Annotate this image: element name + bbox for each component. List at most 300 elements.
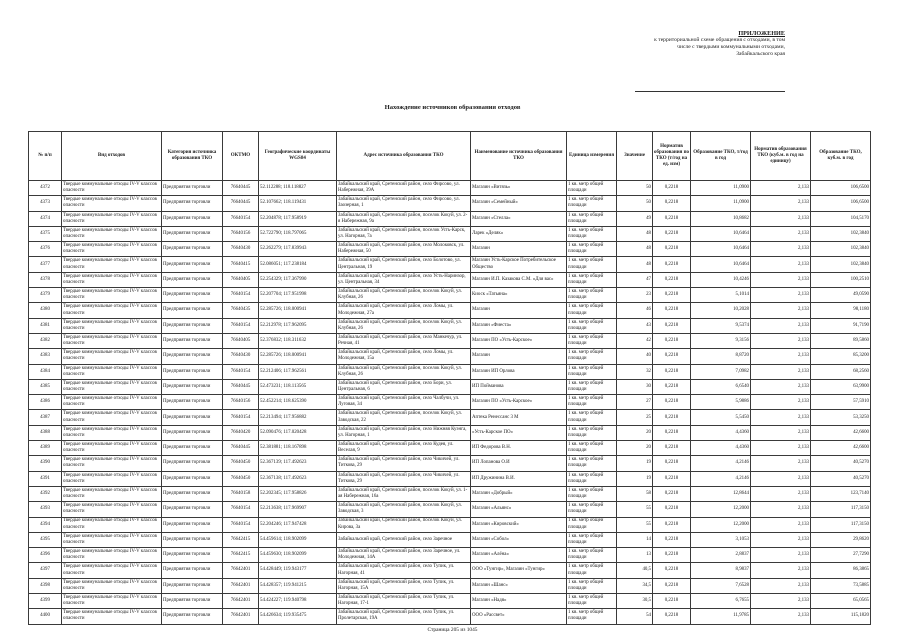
- table-cell: 91,7190: [811, 318, 871, 333]
- table-cell: 10,8682: [691, 211, 751, 226]
- table-cell: Твердые коммунальные отходы IV-V классов опасности: [62, 563, 162, 578]
- table-cell: Магазин: [471, 242, 567, 257]
- table-cell: 54.426634; 119.935475: [259, 609, 337, 624]
- table-cell: 4374: [29, 211, 62, 226]
- table-cell: Забайкальский край, Сретенский район, село Ломы, ул. Молодежная, 27а: [337, 303, 471, 318]
- table-row: [29, 517, 871, 532]
- table-cell: 12,8644: [691, 486, 751, 501]
- table-cell: 4,4360: [691, 441, 751, 456]
- table-cell: 0,2218: [653, 379, 691, 394]
- table-cell: 52.204878; 117.958919: [259, 211, 337, 226]
- table-cell: 4388: [29, 425, 62, 440]
- table-cell: 4379: [29, 288, 62, 303]
- table-cell: 14: [617, 532, 653, 547]
- table-cell: Предприятия торговли: [162, 379, 223, 394]
- table-cell: Забайкальский край, Сретенский район, село Заречное: [337, 532, 471, 547]
- table-cell: 0,2218: [653, 441, 691, 456]
- table-cell: 1 кв. метр общей площади: [567, 364, 617, 379]
- table-cell: 54: [617, 609, 653, 624]
- table-cell: 0,2218: [653, 410, 691, 425]
- table-cell: 117,3150: [811, 517, 871, 532]
- table-cell: 85,3200: [811, 349, 871, 364]
- table-cell: 5,5450: [691, 410, 751, 425]
- table-cell: 2,133: [751, 441, 811, 456]
- table-cell: 0,2218: [653, 563, 691, 578]
- table-cell: 63,9900: [811, 379, 871, 394]
- table-cell: Забайкальский край, Сретенский район, поселок Кокуй, ул. Клубная, 26: [337, 318, 471, 333]
- table-cell: 76640158: [223, 486, 259, 501]
- table-cell: 52.112288; 118.118827: [259, 181, 337, 196]
- table-cell: 76640430: [223, 349, 259, 364]
- table-cell: 50: [617, 181, 653, 196]
- table-cell: Забайкальский край, Сретенский район, село Тупик, ул. Пролетарская, 19А: [337, 609, 471, 624]
- table-cell: 1 кв. метр общей площади: [567, 502, 617, 517]
- table-row: [29, 226, 871, 241]
- table-cell: 76640154: [223, 517, 259, 532]
- table-cell: Твердые коммунальные отходы IV-V классов опасности: [62, 379, 162, 394]
- table-cell: Предприятия торговли: [162, 349, 223, 364]
- table-cell: 2,133: [751, 486, 811, 501]
- table-cell: 2,133: [751, 288, 811, 303]
- table-cell: 52.090476; 117.020428: [259, 425, 337, 440]
- table-cell: 106,6500: [811, 181, 871, 196]
- table-cell: 76640156: [223, 395, 259, 410]
- table-cell: 2,133: [751, 303, 811, 318]
- table-cell: Предприятия торговли: [162, 517, 223, 532]
- table-cell: 1 кв. метр общей площади: [567, 318, 617, 333]
- table-cell: 76640450: [223, 456, 259, 471]
- table-cell: Магазин «Собол»: [471, 532, 567, 547]
- column-header: Вид отходов: [62, 132, 162, 181]
- table-cell: 4,2146: [691, 471, 751, 486]
- table-cell: 40,5: [617, 563, 653, 578]
- table-cell: Магазин: [471, 303, 567, 318]
- table-cell: 4377: [29, 257, 62, 272]
- table-row: [29, 242, 871, 257]
- table-cell: 4399: [29, 594, 62, 609]
- table-cell: 52.262279; 117.839943: [259, 242, 337, 257]
- table-cell: 1 кв. метр общей площади: [567, 609, 617, 624]
- table-cell: 54.428357; 119.941215: [259, 578, 337, 593]
- column-header: Географические координаты WGS84: [259, 132, 337, 181]
- table-cell: Предприятия торговли: [162, 548, 223, 563]
- table-cell: Киоск «Татьяна»: [471, 288, 567, 303]
- table-cell: ООО «Рассвет»: [471, 609, 567, 624]
- table-cell: 0,2218: [653, 502, 691, 517]
- table-cell: Забайкальский край, Сретенский район, поселок Кокуй, ул. Клубная, 26: [337, 288, 471, 303]
- table-cell: 2,133: [751, 410, 811, 425]
- table-cell: 76642401: [223, 609, 259, 624]
- table-cell: 29,8620: [811, 532, 871, 547]
- table-cell: 1 кв. метр общей площади: [567, 471, 617, 486]
- table-cell: Твердые коммунальные отходы IV-V классов опасности: [62, 303, 162, 318]
- table-cell: 106,6500: [811, 196, 871, 211]
- appendix-line-2: числе с твердыми коммунальными отходами,: [677, 44, 785, 50]
- table-cell: Магазин: [471, 349, 567, 364]
- table-row: [29, 303, 871, 318]
- table-cell: 2,133: [751, 333, 811, 348]
- table-cell: Магазин «Витязь»: [471, 181, 567, 196]
- table-cell: 76642401: [223, 594, 259, 609]
- table-cell: 52.202345; 117.958826: [259, 486, 337, 501]
- table-cell: Твердые коммунальные отходы IV-V классов опасности: [62, 594, 162, 609]
- table-cell: 2,133: [751, 272, 811, 287]
- table-cell: 2,133: [751, 364, 811, 379]
- table-cell: Предприятия торговли: [162, 318, 223, 333]
- table-cell: 1 кв. метр общей площади: [567, 272, 617, 287]
- table-cell: 1 кв. метр общей площади: [567, 441, 617, 456]
- table-cell: 0,2218: [653, 226, 691, 241]
- table-cell: 30,5: [617, 594, 653, 609]
- table-cell: 102,3840: [811, 257, 871, 272]
- table-cell: 52.367139; 117.492623: [259, 456, 337, 471]
- table-cell: Твердые коммунальные отходы IV-V классов опасности: [62, 196, 162, 211]
- table-cell: Забайкальский край, Сретенский район, село Манкечур, ул. Речная, 41: [337, 333, 471, 348]
- table-cell: Забайкальский край, Сретенский район, поселок Кокуй, ул. Клубная, 26: [337, 364, 471, 379]
- table-cell: 4387: [29, 410, 62, 425]
- table-cell: Забайкальский край, Сретенский район, село Чалбучи, ул. Луговая, 34: [337, 395, 471, 410]
- table-cell: 4392: [29, 486, 62, 501]
- table-cell: 2,133: [751, 196, 811, 211]
- table-cell: Магазин «Алёна»: [471, 548, 567, 563]
- table-cell: 86,3865: [811, 563, 871, 578]
- table-cell: 19: [617, 456, 653, 471]
- table-row: [29, 257, 871, 272]
- table-cell: 4372: [29, 181, 62, 196]
- table-cell: 1 кв. метр общей площади: [567, 288, 617, 303]
- table-cell: 4400: [29, 609, 62, 624]
- column-header: Наименование источника образования ТКО: [471, 132, 567, 181]
- table-cell: Магазин ПО «Усть-Карское»: [471, 333, 567, 348]
- table-cell: 2,133: [751, 532, 811, 547]
- column-header: Образование ТКО, куб.м. в год: [811, 132, 871, 181]
- table-cell: 4381: [29, 318, 62, 333]
- table-cell: Предприятия торговли: [162, 181, 223, 196]
- table-cell: 52.452214; 118.625390: [259, 395, 337, 410]
- table-cell: Предприятия торговли: [162, 410, 223, 425]
- table-cell: 19: [617, 471, 653, 486]
- table-cell: 76640430: [223, 242, 259, 257]
- table-cell: Твердые коммунальные отходы IV-V классов опасности: [62, 486, 162, 501]
- table-cell: Предприятия торговли: [162, 532, 223, 547]
- table-cell: 76640450: [223, 471, 259, 486]
- table-cell: 52.473231; 118.113565: [259, 379, 337, 394]
- table-cell: Забайкальский край, Сретенский район, село Фирсово, ул. Набережная, 39А: [337, 181, 471, 196]
- table-cell: Предприятия торговли: [162, 257, 223, 272]
- table-cell: 4375: [29, 226, 62, 241]
- table-cell: 0,2218: [653, 288, 691, 303]
- table-row: [29, 594, 871, 609]
- table-row: [29, 364, 871, 379]
- table-row: [29, 486, 871, 501]
- table-cell: 76642415: [223, 548, 259, 563]
- table-row: [29, 379, 871, 394]
- table-cell: 10,2028: [691, 303, 751, 318]
- table-cell: ООО «Тунгир», Магазин «Тунгир»: [471, 563, 567, 578]
- table-cell: 1 кв. метр общей площади: [567, 532, 617, 547]
- table-cell: 57,5910: [811, 395, 871, 410]
- table-cell: 8,9837: [691, 563, 751, 578]
- table-cell: Забайкальский край, Сретенский район, село Кудея, ул. Веселая, 9: [337, 441, 471, 456]
- table-cell: 1 кв. метр общей площади: [567, 517, 617, 532]
- table-cell: 2,133: [751, 502, 811, 517]
- table-cell: 2,8837: [691, 548, 751, 563]
- table-row: [29, 288, 871, 303]
- table-cell: 2,133: [751, 594, 811, 609]
- table-cell: 104,5170: [811, 211, 871, 226]
- table-cell: 89,5860: [811, 333, 871, 348]
- table-cell: Забайкальский край, Сретенский район, поселок Усть-Карск, ул. Нагорная, 7а: [337, 226, 471, 241]
- table-cell: 2,133: [751, 578, 811, 593]
- table-cell: Забайкальский край, Сретенский район, село Чикичей, ул. Титкова, 29: [337, 471, 471, 486]
- table-cell: 1 кв. метр общей площади: [567, 578, 617, 593]
- table-cell: 0,2218: [653, 318, 691, 333]
- table-cell: Твердые коммунальные отходы IV-V классов опасности: [62, 532, 162, 547]
- table-cell: 68,2560: [811, 364, 871, 379]
- table-row: [29, 349, 871, 364]
- table-cell: 53,3250: [811, 410, 871, 425]
- table-cell: Твердые коммунальные отходы IV-V классов опасности: [62, 471, 162, 486]
- table-cell: 1 кв. метр общей площади: [567, 257, 617, 272]
- table-cell: «Усть-Карское ПО»: [471, 425, 567, 440]
- table-cell: 4373: [29, 196, 62, 211]
- table-cell: Твердые коммунальные отходы IV-V классов опасности: [62, 226, 162, 241]
- column-header: Норматив образования ТКО (куб.м. в год на единицу): [751, 132, 811, 181]
- table-cell: 0,2218: [653, 456, 691, 471]
- table-cell: 0,2218: [653, 395, 691, 410]
- table-cell: 27: [617, 395, 653, 410]
- table-cell: 4391: [29, 471, 62, 486]
- table-cell: Твердые коммунальные отходы IV-V классов опасности: [62, 211, 162, 226]
- table-cell: Предприятия торговли: [162, 441, 223, 456]
- table-cell: Твердые коммунальные отходы IV-V классов опасности: [62, 333, 162, 348]
- table-cell: 40,5270: [811, 456, 871, 471]
- table-cell: 65,0565: [811, 594, 871, 609]
- table-cell: 2,133: [751, 226, 811, 241]
- table-cell: ИП Пойманова: [471, 379, 567, 394]
- table-cell: 115,1820: [811, 609, 871, 624]
- table-cell: Магазин Усть-Карское Потребительское Общество: [471, 257, 567, 272]
- table-cell: 2,133: [751, 548, 811, 563]
- table-cell: Предприятия торговли: [162, 288, 223, 303]
- table-cell: Твердые коммунальные отходы IV-V классов опасности: [62, 242, 162, 257]
- table-cell: 42: [617, 333, 653, 348]
- table-cell: 4390: [29, 456, 62, 471]
- table-cell: 4398: [29, 578, 62, 593]
- table-cell: Забайкальский край, Сретенский район, поселок Кокуй, ул. Кирова, 3а: [337, 517, 471, 532]
- table-cell: 11,0900: [691, 181, 751, 196]
- table-cell: 52.212406; 117.962561: [259, 364, 337, 379]
- table-cell: 76640445: [223, 181, 259, 196]
- column-header: Норматив образования по ТКО (т/год на ед. изм): [653, 132, 691, 181]
- table-cell: 1 кв. метр общей площади: [567, 456, 617, 471]
- table-cell: 0,2218: [653, 303, 691, 318]
- table-cell: 8,8720: [691, 349, 751, 364]
- table-cell: 52.285726; 118.000941: [259, 349, 337, 364]
- table-cell: 48: [617, 242, 653, 257]
- table-cell: 0,2218: [653, 594, 691, 609]
- table-cell: Забайкальский край, Сретенский район, поселок Кокуй, ул. Заводская, 22: [337, 410, 471, 425]
- table-cell: ИП Лопанова О.И: [471, 456, 567, 471]
- table-cell: Твердые коммунальные отходы IV-V классов опасности: [62, 609, 162, 624]
- table-cell: 0,2218: [653, 517, 691, 532]
- table-cell: Твердые коммунальные отходы IV-V классов опасности: [62, 502, 162, 517]
- table-cell: Твердые коммунальные отходы IV-V классов опасности: [62, 548, 162, 563]
- table-cell: 0,2218: [653, 532, 691, 547]
- table-cell: 2,133: [751, 181, 811, 196]
- table-cell: 2,133: [751, 563, 811, 578]
- table-cell: Предприятия торговли: [162, 272, 223, 287]
- table-cell: 102,3840: [811, 226, 871, 241]
- table-cell: Предприятия торговли: [162, 502, 223, 517]
- table-cell: Забайкальский край, Сретенский район, село Чикичей, ул. Титкова, 29: [337, 456, 471, 471]
- table-cell: Предприятия торговли: [162, 563, 223, 578]
- table-cell: 76640420: [223, 425, 259, 440]
- table-cell: Магазин «Кировский»: [471, 517, 567, 532]
- table-cell: 25: [617, 410, 653, 425]
- table-cell: 55: [617, 517, 653, 532]
- table-cell: Твердые коммунальные отходы IV-V классов опасности: [62, 288, 162, 303]
- table-row: [29, 609, 871, 624]
- table-row: [29, 578, 871, 593]
- table-cell: Предприятия торговли: [162, 471, 223, 486]
- table-row: [29, 502, 871, 517]
- table-cell: 2,133: [751, 517, 811, 532]
- table-row: [29, 395, 871, 410]
- table-cell: Предприятия торговли: [162, 578, 223, 593]
- table-cell: 9,3156: [691, 333, 751, 348]
- table-cell: Магазин «Альянс»: [471, 502, 567, 517]
- table-cell: 52.381881; 118.167898: [259, 441, 337, 456]
- table-cell: 4,4360: [691, 425, 751, 440]
- table-row: [29, 471, 871, 486]
- table-cell: Магазин «Добрый»: [471, 486, 567, 501]
- table-cell: 1 кв. метр общей площади: [567, 303, 617, 318]
- table-cell: 2,133: [751, 395, 811, 410]
- table-cell: 52.254329; 117.367990: [259, 272, 337, 287]
- column-header: Категория источника образования ТКО: [162, 132, 223, 181]
- table-cell: 102,3840: [811, 242, 871, 257]
- page-footer: Страница 205 из 1045: [427, 627, 478, 633]
- table-cell: 4389: [29, 441, 62, 456]
- table-cell: Забайкальский край, Сретенский район, село Усть-Наринзор, ул. Центральная, 34: [337, 272, 471, 287]
- table-cell: Предприятия торговли: [162, 456, 223, 471]
- table-row: [29, 456, 871, 471]
- table-cell: 52.107662; 118.119431: [259, 196, 337, 211]
- table-cell: 6,6540: [691, 379, 751, 394]
- table-cell: Магазин «Стелла»: [471, 211, 567, 226]
- table-cell: 20: [617, 441, 653, 456]
- table-cell: 11,0900: [691, 196, 751, 211]
- table-cell: 50: [617, 196, 653, 211]
- column-header: Единица измерения: [567, 132, 617, 181]
- table-cell: 5,1014: [691, 288, 751, 303]
- table-cell: 52.285726; 118.000941: [259, 303, 337, 318]
- table-cell: Забайкальский край, Сретенский район, поселок Кокуй, ул. Заводская, 3: [337, 502, 471, 517]
- table-cell: 52.086051; 117.238184: [259, 257, 337, 272]
- table-cell: Твердые коммунальные отходы IV-V классов опасности: [62, 318, 162, 333]
- table-cell: 0,2218: [653, 211, 691, 226]
- table-cell: 2,133: [751, 471, 811, 486]
- table-cell: 73,5885: [811, 578, 871, 593]
- table-cell: 76640154: [223, 502, 259, 517]
- column-header: ОКТМО: [223, 132, 259, 181]
- table-cell: 10,6464: [691, 242, 751, 257]
- appendix-line-1: к территориальной схеме обращения с отходами, в том: [654, 37, 785, 43]
- table-cell: 0,2218: [653, 196, 691, 211]
- table-cell: 0,2218: [653, 257, 691, 272]
- table-cell: 0,2218: [653, 364, 691, 379]
- table-row: [29, 333, 871, 348]
- table-cell: Забайкальский край, Сретенский район, поселок Кокуй, ул. 2-я Набережная, 9а: [337, 211, 471, 226]
- table-cell: 32: [617, 364, 653, 379]
- header-rule: [635, 91, 785, 92]
- table-cell: 0,2218: [653, 609, 691, 624]
- table-cell: 4397: [29, 563, 62, 578]
- table-cell: 98,1180: [811, 303, 871, 318]
- column-header: Образование ТКО, т/год в год: [691, 132, 751, 181]
- table-cell: Предприятия торговли: [162, 609, 223, 624]
- table-cell: Твердые коммунальные отходы IV-V классов опасности: [62, 578, 162, 593]
- table-cell: 5,9886: [691, 395, 751, 410]
- table-cell: 2,133: [751, 318, 811, 333]
- table-cell: 76640154: [223, 410, 259, 425]
- table-cell: 12,2000: [691, 502, 751, 517]
- table-cell: Предприятия торговли: [162, 226, 223, 241]
- table-cell: 49: [617, 211, 653, 226]
- table-cell: 54.428449; 119.943177: [259, 563, 337, 578]
- table-cell: 1 кв. метр общей площади: [567, 379, 617, 394]
- table-cell: Твердые коммунальные отходы IV-V классов опасности: [62, 349, 162, 364]
- table-row: [29, 532, 871, 547]
- table-cell: 76642415: [223, 532, 259, 547]
- table-cell: 76642401: [223, 578, 259, 593]
- table-cell: 7,6528: [691, 578, 751, 593]
- table-cell: Твердые коммунальные отходы IV-V классов опасности: [62, 441, 162, 456]
- table-cell: 76640154: [223, 318, 259, 333]
- table-cell: 76640445: [223, 379, 259, 394]
- table-cell: 4395: [29, 532, 62, 547]
- table-cell: 47: [617, 272, 653, 287]
- table-cell: 49,0590: [811, 288, 871, 303]
- table-cell: 0,2218: [653, 272, 691, 287]
- table-cell: Магазин «Фиеста»: [471, 318, 567, 333]
- table-cell: 2,133: [751, 456, 811, 471]
- column-header: Адрес источника образования ТКО: [337, 132, 471, 181]
- table-cell: 76640435: [223, 303, 259, 318]
- table-cell: 0,2218: [653, 242, 691, 257]
- table-cell: Предприятия торговли: [162, 196, 223, 211]
- table-cell: 52.204246; 117.947428: [259, 517, 337, 532]
- table-cell: ИП Федорова В.Н.: [471, 441, 567, 456]
- table-cell: 1 кв. метр общей площади: [567, 226, 617, 241]
- table-cell: Забайкальский край, Сретенский район, село Молоковск, ул. Набережная, 50: [337, 242, 471, 257]
- table-body: [29, 181, 871, 625]
- table-cell: 10,4246: [691, 272, 751, 287]
- table-cell: 58: [617, 486, 653, 501]
- table-cell: 1 кв. метр общей площади: [567, 242, 617, 257]
- table-cell: 0,2218: [653, 486, 691, 501]
- table-cell: Предприятия торговли: [162, 242, 223, 257]
- table-cell: 1 кв. метр общей площади: [567, 181, 617, 196]
- table-cell: 0,2218: [653, 578, 691, 593]
- column-header: Значение: [617, 132, 653, 181]
- table-cell: 0,2218: [653, 349, 691, 364]
- table-cell: 27,7290: [811, 548, 871, 563]
- table-cell: 2,133: [751, 379, 811, 394]
- table-cell: 30: [617, 379, 653, 394]
- table-cell: 76640445: [223, 196, 259, 211]
